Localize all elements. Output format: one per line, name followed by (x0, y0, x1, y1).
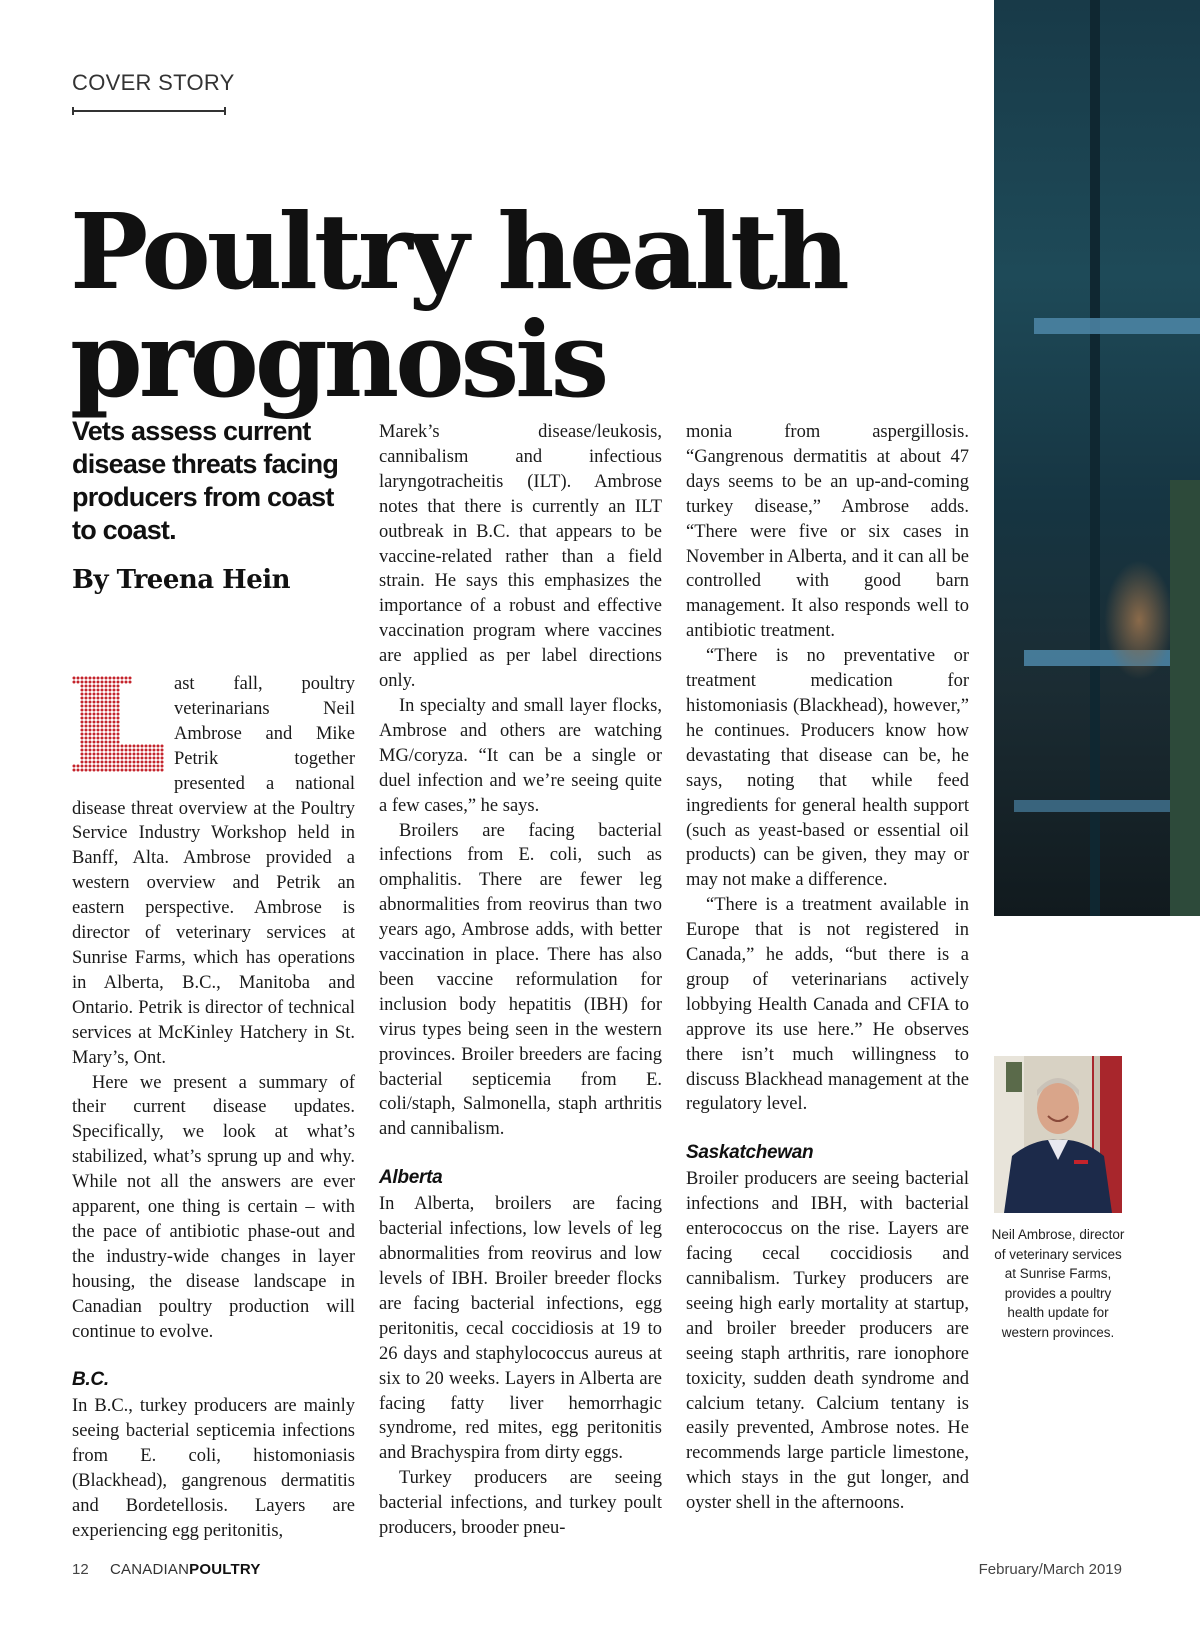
section-label: COVER STORY (72, 70, 235, 95)
drop-cap-letter-graphic (72, 676, 166, 772)
article-column-1 (72, 672, 355, 1544)
portrait-photo (994, 1056, 1122, 1213)
page-number: 12 (72, 1561, 89, 1578)
photo-person-sleeve (1170, 480, 1200, 916)
article-paragraph: Turkey producers are seeing bacterial infections, and turkey poult producers, brooder pneu- (379, 1468, 662, 1539)
article-paragraph: Broilers are facing bacterial infections from E. coli, such as omphalitis. There are fewer leg abnormalities from reovirus than two years ago, Ambrose adds, with better vaccination in place. There has also been vaccine reformulation for inclusion body hepatitis (IBH) for virus types being seen in the western provinces. Broiler breeders are facing bacterial septicemia from E. coli/staph, Salmonella, staph arthritis and cannibalism. (379, 820, 662, 1140)
byline: By Treena Hein (72, 565, 291, 595)
article-paragraph: In B.C., turkey producers are mainly seeing bacterial septicemia infections from E. coli, histomoniasis (Blackhead), gangrenous dermatitis and Bordetellosis. Layers are experiencing egg peritonitis, (72, 1396, 355, 1541)
article-paragraph: “There is no preventative or treatment medication for histomoniasis (Blackhead), however,” he continues. Producers know how devastating that disease can be, he says, noting that while feed ingredients for general health support (such as yeast-based or essential oil products) can be given, they may or may not make a difference. (686, 646, 969, 891)
article-paragraph: monia from aspergillosis. “Gangrenous dermatitis at about 47 days seems to be an up-and-coming turkey disease,” Ambrose adds. “There were five or six cases in November in Alberta, and it can all be controlled with good barn management. It also responds well to antibiotic treatment. (686, 422, 969, 642)
portrait-illustration (994, 1056, 1122, 1213)
article-paragraph: Marek’s disease/leukosis, cannibalism and infectious laryngotracheitis (ILT). Ambrose notes that there is currently an ILT outbreak in B.C. that appears to be vaccine-related rather than a field strain. He says this emphasizes the importance of a robust and effective vaccination program where vaccines are applied as per label directions only. (379, 422, 662, 692)
article-paragraph: In specialty and small layer flocks, Ambrose and others are watching MG/coryza. “It can be a single or duel infection and we’re seeing quite a few cases,” he says. (379, 695, 662, 816)
deck: Vets assess current disease threats facing producers from coast to coast. (72, 416, 339, 545)
article-paragraph: Here we present a summary of their current disease updates. Specifically, we look at what’s stabilized, what’s sprung up and why. While not all the answers are ever apparent, one thing is certain – with the pace of antibiotic phase-out and the industry-wide changes in layer housing, the disease landscape in Canadian poultry production will continue to evolve. (72, 1072, 355, 1342)
article-paragraph (72, 672, 355, 1071)
photo-highlight (1104, 560, 1174, 680)
magazine-name (110, 1561, 261, 1578)
magazine-name-light: CANADIAN (110, 1561, 190, 1578)
article-column-2 (379, 420, 662, 1541)
cover-photo (994, 0, 1200, 916)
article-paragraph: Broiler producers are seeing bacterial infections and IBH, with bacterial enterococcus on the rise. Layers are facing cecal coccidiosis and cannibalism. Turkey producers are seeing high early mortality at startup, and broiler breeder producers are seeing staph arthritis, rare ionophore toxicity, sudden death syndrome and calcium tetany. Calcium tentany is easily prevented, Ambrose notes. He recommends large particle limestone, which stays in the gut longer, and oyster shell in the afternoons. (686, 1169, 969, 1514)
article-column-3 (686, 420, 969, 1516)
issue-date: February/March 2019 (978, 1561, 1122, 1578)
article-text: ast fall, poultry veterinarians Neil Ambrose and Mike Petrik together presented a national disease threat overview at the Poultry Service Industry Workshop held in Banff, Alta. Ambrose provided a western overview and Petrik an eastern perspective. Ambrose is director of veterinary services at Sunrise Farms, which has operations in Alberta, B.C., Manitoba and Ontario. Petrik is director of technical services at McKinley Hatchery in St. Mary’s, Ont. (72, 674, 355, 1068)
photo-caption: Neil Ambrose, director of veterinary services at Sunrise Farms, provides a poultry health update for western provinces. (991, 1227, 1125, 1340)
subhead-bc: B.C. (72, 1369, 109, 1391)
photo-shelf (1034, 318, 1200, 334)
article-paragraph: In Alberta, broilers are facing bacterial infections, low levels of leg abnormalities from reovirus and low levels of IBH. Broiler breeder flocks are facing bacterial infections, egg peritonitis, cecal coccidiosis at 19 to 26 days and staphylococcus aureus at six to 20 weeks. Layers in Alberta are facing fatty liver hemorrhagic syndrome, red mites, egg peritonitis and Brachyspira from dirty eggs. (379, 1194, 662, 1464)
headline-line-2: prognosis (70, 298, 606, 421)
photo-shelf-post (1090, 0, 1100, 916)
magazine-name-bold: POULTRY (189, 1561, 261, 1578)
subhead-saskatchewan: Saskatchewan (686, 1142, 814, 1164)
drop-cap (72, 676, 166, 772)
article-paragraph: “There is a treatment available in Europe that is not registered in Canada,” he adds, “but there is a group of veterinarians actively lobbying Health Canada and CFIA to approve its use here.” He observes there isn’t much willingness to discuss Blackhead management at the regulatory level. (686, 895, 969, 1115)
headline-line-1: Poultry health (70, 190, 846, 313)
section-rule (72, 110, 226, 112)
headline (70, 190, 970, 421)
subhead-alberta: Alberta (379, 1167, 443, 1189)
